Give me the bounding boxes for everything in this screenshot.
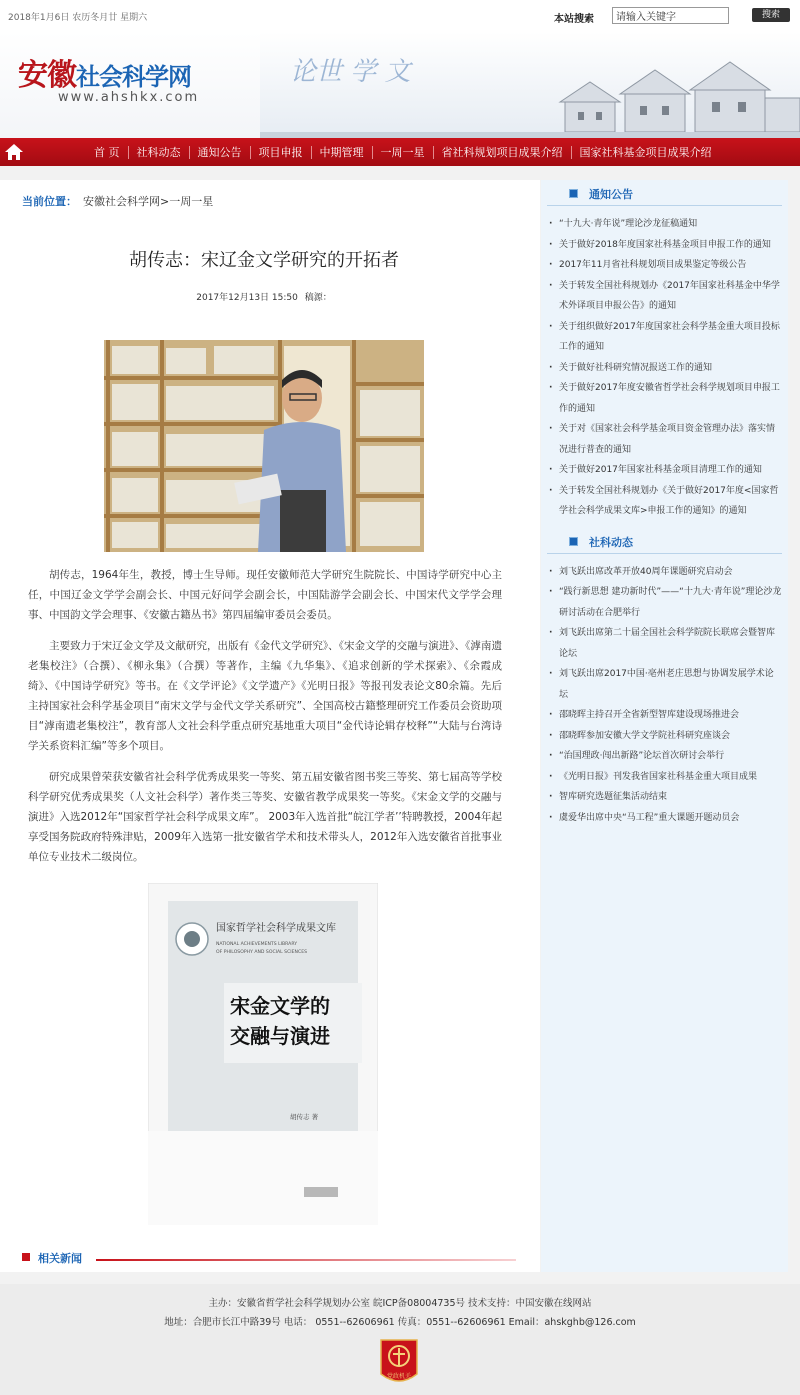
nav-item-notices[interactable]: 通知公告 [189, 146, 250, 159]
news-item[interactable]: · 刘飞跃出席改革开放40周年课题研究启动会 [549, 562, 782, 583]
news-item[interactable]: · 《光明日报》刊发我省国家社科基金重大项目成果 [549, 767, 782, 788]
section-bullet-icon [569, 189, 578, 198]
footer-line-contact: 地址：合肥市长江中路39号 电话： 0551--62606961 传真：0551--62606961 Email：ahskghb@126.com [164, 1317, 636, 1328]
main-content [0, 180, 540, 1272]
notices-title[interactable]: 通知公告 [589, 188, 633, 201]
book-cover-image [148, 883, 378, 1225]
notice-item[interactable]: · 关于转发全国社科规划办《2017年国家社科基金中华学术外译项目申报公告》的通知 [549, 276, 782, 317]
site-footer [0, 1284, 800, 1395]
site-logo[interactable] [18, 50, 191, 94]
nav-item-midterm[interactable]: 中期管理 [311, 146, 372, 159]
site-url: www.ahshkx.com [58, 90, 200, 105]
book-series-en-1: NATIONAL ACHIEVEMENTS LIBRARY [216, 942, 298, 947]
book-series-cn: 国家哲学社会科学成果文库 [216, 923, 336, 934]
red-square-icon [22, 1253, 30, 1261]
nav-items [86, 138, 720, 166]
news-item[interactable]: · “践行新思想 建功新时代”——“十九大·青年说”理论沙龙研讨活动在合肥举行 [549, 582, 782, 623]
notices-header [547, 180, 782, 206]
logo-blue-text: 社会科学网 [76, 63, 191, 91]
nav-item-national-results[interactable]: 国家社科基金项目成果介绍 [571, 146, 720, 159]
news-item[interactable]: · 邵晓晖主持召开全省新型智库建设现场推进会 [549, 705, 782, 726]
logo-red-text: 安徽 [18, 58, 76, 93]
related-news-header [20, 1248, 520, 1268]
news-item[interactable]: · 邵晓晖参加安徽大学文学院社科研究座谈会 [549, 726, 782, 747]
nav-item-provincial-results[interactable]: 省社科规划项目成果介绍 [433, 146, 571, 159]
notices-list [541, 206, 788, 528]
book-title-line1: 宋金文学的 [230, 994, 330, 1018]
news-item[interactable]: · 智库研究选题征集活动结束 [549, 787, 782, 808]
book-title-line2: 交融与演进 [230, 1024, 330, 1048]
notice-item[interactable]: · 关于做好2018年度国家社科基金项目申报工作的通知 [549, 235, 782, 256]
related-news-label: 相关新闻 [38, 1252, 82, 1265]
search-input[interactable] [612, 7, 729, 24]
banner-scenery-image [260, 32, 800, 138]
news-list [541, 554, 788, 835]
nav-item-home[interactable]: 首 页 [94, 145, 120, 159]
home-icon[interactable] [4, 142, 24, 162]
sidebar [541, 180, 788, 1272]
article-body [28, 565, 502, 878]
notice-item[interactable]: · 关于转发全国社科规划办《关于做好2017年度<国家哲学社会科学成果文库>申报工作的通知》的通知 [549, 481, 782, 522]
badge-text: 党政机关 [386, 1373, 412, 1380]
book-series-en-2: OF PHILOSOPHY AND SOCIAL SCIENCES [216, 950, 308, 955]
news-header [547, 528, 782, 554]
search-label: 本站搜索 [554, 14, 594, 25]
portrait-photo [104, 340, 424, 552]
news-item[interactable]: · 虞爱华出席中央“马工程”重大课题开题动员会 [549, 808, 782, 829]
news-item[interactable]: · 刘飞跃出席第二十届全国社会科学院院长联席会暨智库论坛 [549, 623, 782, 664]
breadcrumb-path[interactable]: 安徽社会科学网>一周一星 [83, 195, 214, 208]
notice-item[interactable]: · 关于组织做好2017年度国家社会科学基金重大项目投标工作的通知 [549, 317, 782, 358]
article-title: 胡传志：宋辽金文学研究的开拓者 [129, 250, 399, 271]
article-paragraph: 胡传志，1964年生，教授，博士生导师。现任安徽师范大学研究生院院长、中国诗学研究中心主任，中国辽金文学学会副会长、中国元好问学会副会长，中国陆游学会副会长、中国宋代文学学会理事、中国韵文学会理事、《安徽古籍丛书》第四届编审委员会委员。 [28, 569, 502, 621]
top-bar [0, 0, 800, 32]
notice-item[interactable]: · 2017年11月省社科规划项目成果鉴定等级公告 [549, 255, 782, 276]
news-item[interactable]: · 刘飞跃出席2017中国·亳州老庄思想与协调发展学术论坛 [549, 664, 782, 705]
related-news-divider [96, 1259, 516, 1261]
article-paragraph: 主要致力于宋辽金文学及文献研究，出版有《金代文学研究》、《宋金文学的交融与演进》、《滹南遗老集校注》（合撰）、《柳永集》（合撰）等著作，主编《九华集》、《追求创新的学术探索》、《余霞成绮》、《中国诗学研究》等书。在《文学评论》《文学遗产》《光明日报》等报刊发表论文80余篇。先后主持国家社会科学基金项目“南宋文学与金代文学关系研究”、全国高校古籍整理研究工作委员会资助项目“滹南遗老集校注”，教育部人文社会科学重点研究基地重大项目“金代诗论辑存校释”“大陆与台湾诗学关系资料汇编”等多个项目。 [28, 640, 502, 752]
main-nav [0, 138, 800, 166]
notice-item[interactable]: · 关于做好2017年国家社科基金项目清理工作的通知 [549, 460, 782, 481]
current-date: 2018年1月6日 农历冬月廿 星期六 [8, 13, 148, 23]
svg-text:论世 学 文: 论世 学 文 [290, 57, 411, 87]
book-author: 胡传志 著 [290, 1113, 319, 1121]
news-item[interactable]: · “治国理政·闯出新路”论坛首次研讨会举行 [549, 746, 782, 767]
site-banner [0, 32, 800, 138]
article-source: 稿源： [304, 293, 332, 303]
article-paragraph: 研究成果曾荣获安徽省社会科学优秀成果奖一等奖、第五届安徽省图书奖三等奖、第七届高等学校科学研究优秀成果奖（人文社会科学）著作类三等奖、安徽省教学成果奖一等奖。《宋金文学的交融与演进》入选2012年“国家哲学社会科学成果文库”。 2003年入选首批“皖江学者’’特聘教授，2004年起享受国务院政府特殊津贴，2009年入选第一批安徽省学术和技术带头人，2012年入选安徽省首批事业单位专业技术二级岗位。 [28, 771, 502, 863]
section-bullet-icon [569, 537, 578, 546]
nav-item-weekly-star[interactable]: 一周一星 [372, 146, 433, 159]
nav-item-news[interactable]: 社科动态 [128, 146, 189, 159]
search-button-label: 搜索 [761, 10, 780, 20]
notice-item[interactable]: · 关于做好2017年度安徽省哲学社会科学规划项目申报工作的通知 [549, 378, 782, 419]
article-date: 2017年12月13日 15:50 [196, 293, 298, 303]
government-badge-icon[interactable] [377, 1336, 421, 1388]
nav-item-project-apply[interactable]: 项目申报 [250, 146, 311, 159]
search-button[interactable] [752, 8, 790, 22]
breadcrumb-label: 当前位置： [22, 195, 77, 208]
notice-item[interactable]: · “十九大·青年说”理论沙龙征稿通知 [549, 214, 782, 235]
footer-line-sponsor: 主办：安徽省哲学社会科学规划办公室 皖ICP备08004735号 技术支持：中国安徽在线网站 [208, 1298, 592, 1309]
breadcrumb [22, 193, 213, 209]
news-title[interactable]: 社科动态 [589, 535, 633, 549]
notice-item[interactable]: · 关于对《国家社会科学基金项目资金管理办法》落实情况进行普查的通知 [549, 419, 782, 460]
article-meta [0, 290, 528, 303]
notice-item[interactable]: · 关于做好社科研究情况报送工作的通知 [549, 358, 782, 379]
